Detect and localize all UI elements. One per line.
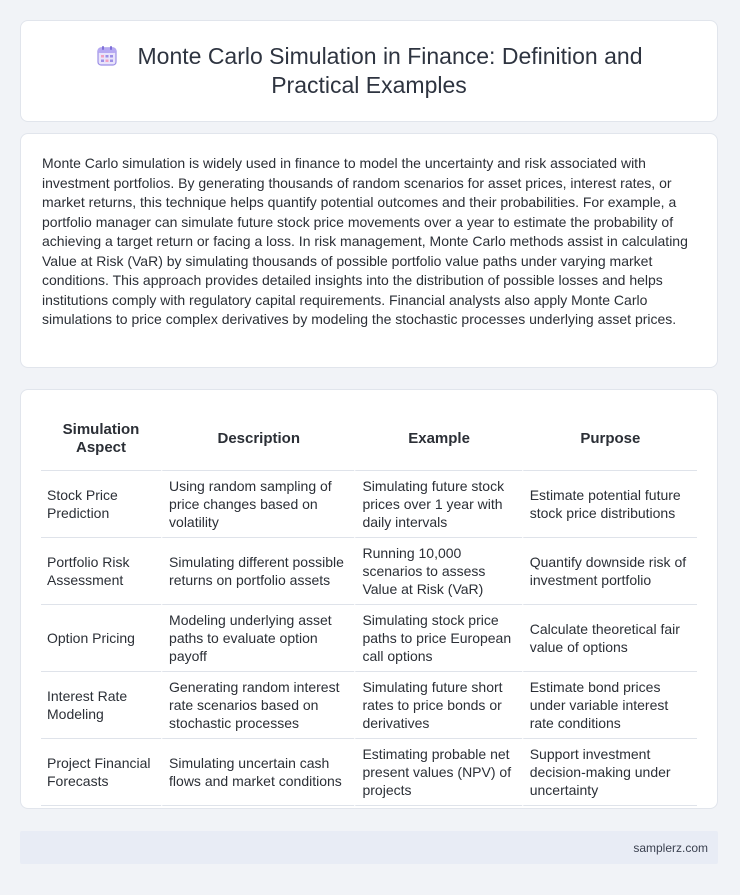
header-description: Description	[161, 408, 354, 471]
cell-description: Simulating different possible returns on portfolio assets	[161, 538, 354, 605]
cell-aspect: Interest Rate Modeling	[41, 672, 161, 739]
cell-aspect: Project Financial Forecasts	[41, 739, 161, 806]
footer-site: samplerz.com	[633, 840, 708, 855]
cell-description: Simulating uncertain cash flows and market conditions	[161, 739, 354, 806]
cell-example: Simulating stock price paths to price European call options	[354, 605, 521, 672]
intro-paragraph: Monte Carlo simulation is widely used in finance to model the uncertainty and risk associated with investment portfolios. By generating thousands of random scenarios for asset prices, interest rates, or market returns, this technique helps quantify potential outcomes and their probabilities. For example, a portfolio manager can simulate future stock price movements over a year to estimate the probability of achieving a target return or facing a loss. In risk management, Monte Carlo methods assist in calculating Value at Risk (VaR) by simulating thousands of possible portfolio value paths under varying market conditions. This approach provides detailed insights into the distribution of possible losses and helps institutions comply with regulatory capital requirements. Financial analysts also apply Monte Carlo simulations to price complex derivatives by modeling the stochastic processes underlying asset prices.	[42, 155, 688, 327]
page-title-wrap	[69, 42, 669, 100]
cell-example: Simulating future stock prices over 1 year with daily intervals	[354, 471, 521, 538]
cell-example: Running 10,000 scenarios to assess Value at Risk (VaR)	[354, 538, 521, 605]
table-row	[41, 672, 697, 739]
cell-description: Generating random interest rate scenarios based on stochastic processes	[161, 672, 354, 739]
cell-description: Using random sampling of price changes based on volatility	[161, 471, 354, 538]
intro-card	[20, 133, 718, 368]
cell-description: Modeling underlying asset paths to evaluate option payoff	[161, 605, 354, 672]
footer-bar	[20, 831, 718, 864]
header-simulation-aspect: Simulation Aspect	[41, 408, 161, 471]
header-card	[20, 20, 718, 122]
cell-purpose: Estimate bond prices under variable interest rate conditions	[522, 672, 697, 739]
cell-example: Simulating future short rates to price bonds or derivatives	[354, 672, 521, 739]
cell-aspect: Portfolio Risk Assessment	[41, 538, 161, 605]
cell-aspect: Option Pricing	[41, 605, 161, 672]
table-row	[41, 538, 697, 605]
header-example: Example	[354, 408, 521, 471]
simulation-table	[41, 408, 697, 806]
cell-purpose: Support investment decision-making under uncertainty	[522, 739, 697, 806]
table-row	[41, 739, 697, 806]
table-row	[41, 471, 697, 538]
table-header-row	[41, 408, 697, 471]
table-row	[41, 605, 697, 672]
header-purpose: Purpose	[522, 408, 697, 471]
cell-purpose: Quantify downside risk of investment portfolio	[522, 538, 697, 605]
page-title: Monte Carlo Simulation in Finance: Definition and Practical Examples	[137, 43, 643, 98]
cell-purpose: Estimate potential future stock price distributions	[522, 471, 697, 538]
table-card	[20, 389, 718, 809]
cell-purpose: Calculate theoretical fair value of options	[522, 605, 697, 672]
cell-example: Estimating probable net present values (NPV) of projects	[354, 739, 521, 806]
calendar-icon	[96, 45, 118, 67]
cell-aspect: Stock Price Prediction	[41, 471, 161, 538]
